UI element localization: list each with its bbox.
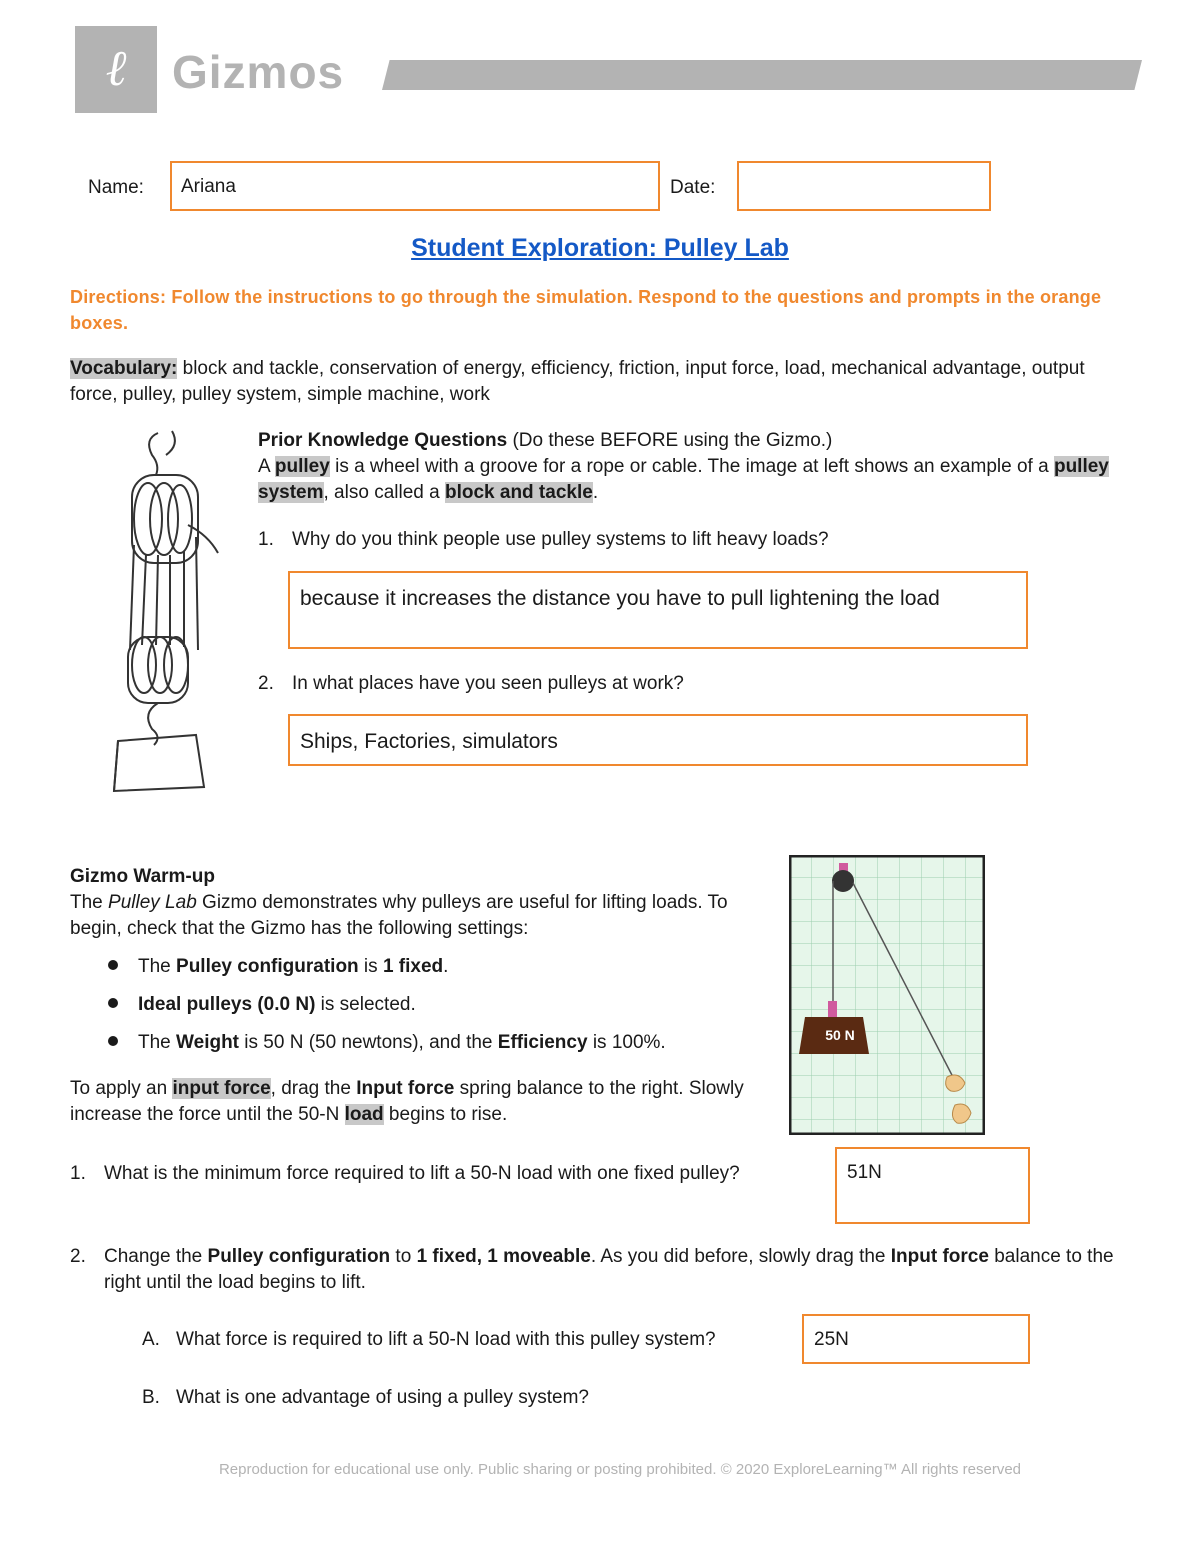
vocabulary-text: block and tackle, conservation of energy, efficiency, friction, input force, load, mechanical advantage, output force, pulley, pulley system, simple machine, work: [70, 358, 1085, 405]
answer-text: because it increases the distance you have to pull lightening the load: [300, 587, 940, 610]
prior-knowledge-intro: [258, 428, 1128, 506]
list-text-bold: 1 fixed: [382, 956, 444, 977]
answer-text: 25N: [814, 1329, 849, 1350]
question-text: What is one advantage of using a pulley system?: [176, 1387, 589, 1408]
question-text: balance to the right until the load begins to lift.: [104, 1246, 1114, 1293]
prior-heading: Prior Knowledge Questions: [258, 430, 508, 451]
list-text: is 100%.: [587, 1032, 666, 1053]
list-text: The: [138, 956, 177, 977]
name-label: Name:: [88, 177, 144, 198]
question-text-bold: Pulley configuration: [207, 1246, 391, 1267]
prior-text-2: is a wheel with a groove for a rope or cable. The image at left shows an example of a: [329, 456, 1054, 477]
prior-question-1: [258, 527, 1118, 553]
warmup-heading: Gizmo Warm-up: [70, 866, 215, 887]
instr-text: To apply an: [70, 1078, 173, 1099]
question-text: to: [390, 1246, 417, 1267]
prior-text-1: A: [258, 456, 275, 477]
question-number: 2.: [258, 673, 274, 694]
question-text: Why do you think people use pulley systems to lift heavy loads?: [292, 529, 829, 550]
question-text: In what places have you seen pulleys at work?: [292, 673, 684, 694]
bullet-icon: [108, 998, 118, 1008]
list-text: .: [443, 956, 449, 977]
list-item: [108, 954, 768, 980]
vocabulary-label: Vocabulary:: [70, 358, 178, 379]
question-text: What force is required to lift a 50-N load with this pulley system?: [176, 1329, 716, 1350]
answer-box-warmup-1[interactable]: [835, 1147, 1030, 1224]
list-item: [108, 992, 768, 1018]
list-text: is: [358, 956, 383, 977]
list-text-bold: Weight: [176, 1032, 240, 1053]
list-text: The: [138, 1032, 177, 1053]
load-label: 50 N: [825, 1027, 855, 1043]
input-force-instructions: [70, 1076, 780, 1128]
vocabulary: [70, 356, 1130, 408]
warmup-question-2a: [142, 1327, 802, 1353]
list-text-bold: Pulley configuration: [176, 956, 359, 977]
block-and-tackle-illustration: [100, 425, 230, 800]
warmup-text: Gizmo demonstrates why pulleys are useful for lifting loads. To begin, check that the Gizmo has the following settings:: [70, 892, 728, 939]
question-number: 2.: [70, 1246, 86, 1267]
question-letter: A.: [142, 1329, 160, 1350]
question-text-bold: Input force: [890, 1246, 989, 1267]
warmup-question-2: [70, 1244, 1130, 1296]
answer-text: 51N: [847, 1162, 882, 1183]
name-value: Ariana: [181, 176, 236, 197]
warmup-question-1: [70, 1161, 770, 1187]
list-text-bold: Efficiency: [497, 1032, 588, 1053]
list-item: [108, 1030, 768, 1056]
question-text: . As you did before, slowly drag the: [590, 1246, 891, 1267]
gizmos-logo-mark: [75, 26, 157, 113]
question-text: What is the minimum force required to lift a 50-N load with one fixed pulley?: [104, 1163, 740, 1184]
list-text: is 50 N (50 newtons), and the: [239, 1032, 498, 1053]
instr-text-bold: Input force: [356, 1078, 455, 1099]
question-text: Change the: [104, 1246, 208, 1267]
answer-text: Ships, Factories, simulators: [300, 730, 558, 753]
term-block-and-tackle: block and tackle: [444, 482, 593, 503]
bullet-icon: [108, 1036, 118, 1046]
pulley-gizmo-screenshot: [789, 855, 985, 1135]
warmup-question-2b: [142, 1385, 802, 1411]
term-pulley-system: pulley system: [258, 456, 1109, 503]
page-title: Student Exploration: Pulley Lab: [411, 234, 789, 262]
list-text: is selected.: [315, 994, 416, 1015]
bullet-icon: [108, 960, 118, 970]
date-field[interactable]: [737, 161, 991, 211]
warmup-text: The: [70, 892, 109, 913]
directions-text: Directions: Follow the instructions to go through the simulation. Respond to the questions and prompts in the orange boxes.: [70, 287, 1102, 333]
term-input-force: input force: [172, 1078, 271, 1099]
prior-heading-note: (Do these BEFORE using the Gizmo.): [512, 430, 833, 451]
gizmos-logo-text: Gizmos: [172, 46, 345, 98]
list-text-bold: Ideal pulleys (0.0 N): [138, 994, 316, 1015]
question-number: 1.: [70, 1163, 86, 1184]
fixed-pulley-icon: [832, 870, 854, 892]
date-value: [739, 163, 989, 187]
prior-question-2: [258, 671, 1118, 697]
gizmo-name: Pulley Lab: [108, 892, 197, 913]
logo-glyph: ℓ: [105, 39, 127, 97]
footer-copyright: Reproduction for educational use only. Public sharing or posting prohibited. © 2020 ExploreLearning™ All rights reserved: [218, 1461, 1022, 1478]
warmup-section: [70, 864, 750, 942]
question-number: 1.: [258, 529, 274, 550]
name-field[interactable]: [170, 161, 660, 211]
term-pulley: pulley: [274, 456, 330, 477]
header-bar: [382, 60, 1142, 90]
question-text-bold: 1 fixed, 1 moveable: [416, 1246, 591, 1267]
instr-text: , drag the: [270, 1078, 357, 1099]
prior-text-4: .: [592, 482, 599, 503]
date-label: Date:: [670, 177, 716, 198]
term-load: load: [344, 1104, 384, 1125]
answer-box-warmup-2a[interactable]: [802, 1314, 1030, 1364]
answer-box-prior-2[interactable]: [288, 714, 1028, 766]
prior-text-3: , also called a: [323, 482, 445, 503]
answer-box-prior-1[interactable]: [288, 571, 1028, 649]
settings-list: [108, 954, 768, 1056]
question-letter: B.: [142, 1387, 160, 1408]
instr-text: begins to rise.: [383, 1104, 508, 1125]
instr-text: spring balance to the right. Slowly increase the force until the 50-N: [70, 1078, 744, 1125]
